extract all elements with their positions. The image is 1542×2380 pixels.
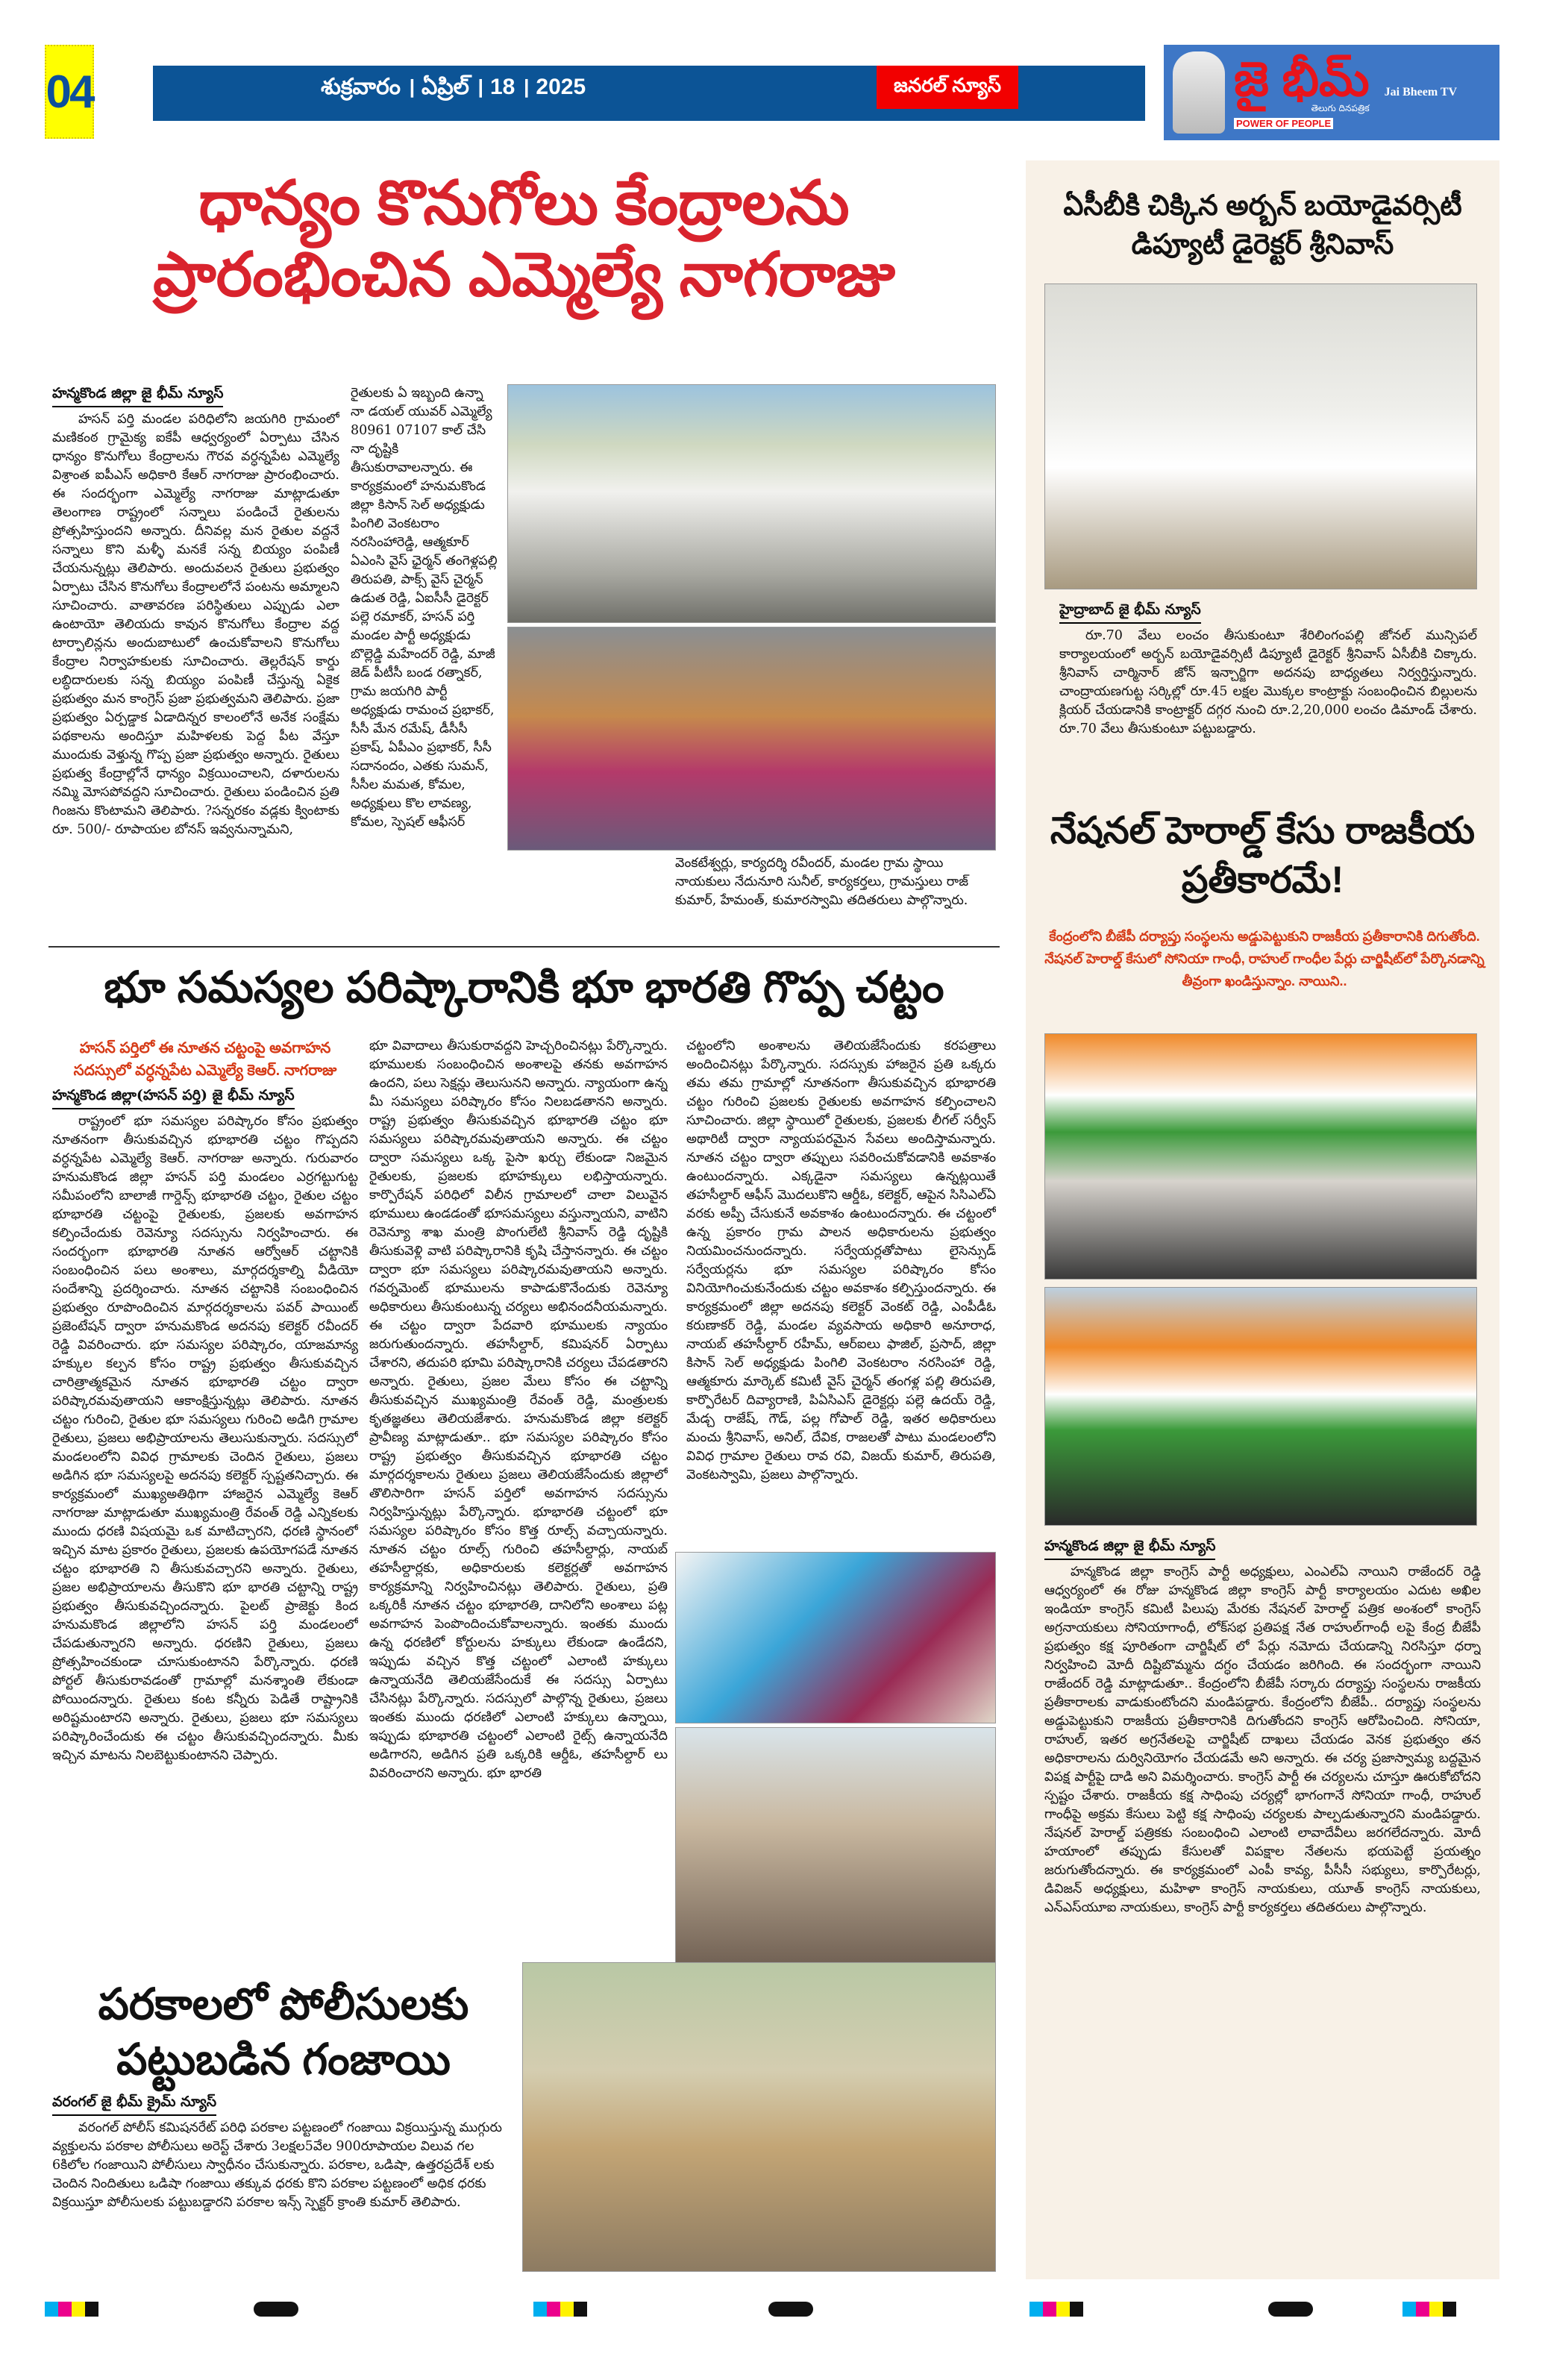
article3-body: వరంగల్ పోలీస్ కమిషనరేట్ పరిధి పరకాల పట్టణంలో గంజాయి విక్రయిస్తున్న ముగ్గురు వ్యక్తులను పరకాల పోలీసులు అరెస్ట్ చేశారు 3లక్షల5వేల 900రూపాయల విలువ గల 6కిలోల గంజాయిని పోలీసులు స్వాధీనం చేసుకున్నారు. పరకాల, ఒడిషా, ఉత్తరప్రదేశ్ లకు చెందిన నిందితులు ఒడిషా గంజాయి తక్కువ ధరకు కొని పరకాల పట్టణంలో అధిక ధరకు విక్రయిస్తూ పోలీసులకు పట్టుబడ్డారని పరకాల ఇన్స్ స్పెక్టర్ క్రాంతి కుమార్ తెలిపారు. bbox=[52, 2120, 502, 2210]
sidebar-story1-body: రూ.70 వేలు లంచం తీసుకుంటూ శేరిలింగంపల్లి జోనల్ మున్సిపల్ కార్యాలయంలో అర్బన్ బయోడైవర్సిటీ డిప్యూటీ డైరెక్టర్ శ్రీనివాస్ ఏసీబీకి చిక్కారు. శ్రీనివాస్ చార్మినార్ జోన్ ఇన్చార్జిగా అదనపు బాధ్యతలు నిర్వర్తిస్తున్నారు. చాంద్రాయణగుట్ట సర్కిల్లో రూ.45 లక్షల మొక్కల కాంట్రాక్టు సంబంధించిన బిల్లులను క్లియర్ చేయడానికి కాంట్రాక్టర్ దగ్గర నుంచి రూ.2,20,000 లంచం డిమాండ్ చేశారు. రూ.70 వేలు తీసుకుంటూ పట్టుబడ్డారు. bbox=[1059, 628, 1477, 736]
sidebar-story2-photo-dharna bbox=[1044, 1287, 1477, 1526]
article1-headline: ధాన్యం కొనుగోలు కేంద్రాలను ప్రారంభించిన ఎమ్మెల్యే నాగరాజు bbox=[153, 169, 895, 309]
article1-col1 bbox=[52, 384, 339, 929]
article1-caption: వెంకటేశ్వర్లు, కార్యదర్శి రవీందర్, మండల గ్రామ స్థాయి నాయకులు నేదునూరి సునీల్, కార్యకర్తలు, గ్రామస్తులు రాజ్ కుమార్, హేమంత్, కుమారస్వామి తదితరులు పాల్గొన్నారు. bbox=[675, 856, 968, 908]
section-label: జనరల్ న్యూస్ bbox=[877, 66, 1018, 109]
sidebar-story2-headline: నేషనల్ హెరాల్డ్ కేసు రాజకీయ ప్రతీకారమే! bbox=[1050, 809, 1476, 901]
article2-subhead: హసన్ పర్తిలో ఈ నూతన చట్టంపై అవగాహన సదస్సులో వర్ధన్నపేట ఎమ్మెల్యే కెఆర్. నాగరాజు bbox=[73, 1040, 337, 1079]
color-registration-bar bbox=[533, 2302, 587, 2317]
sidebar-story2-subhead-1: కేంద్రంలోని బీజేపీ దర్యాప్తు సంస్థలను అడ్డుపెట్టుకుని రాజకీయ ప్రతీకారానికి దిగుతోంది. bbox=[1049, 929, 1480, 944]
article3-col bbox=[52, 2093, 515, 2272]
color-registration-bar bbox=[1029, 2302, 1083, 2317]
article2-headline: భూ సమస్యల పరిష్కారానికి భూ భారతి గొప్ప చట్టం bbox=[104, 963, 944, 1012]
divider bbox=[48, 946, 1000, 948]
logo-name: జై భీమ్ bbox=[1234, 52, 1370, 106]
article2-photo-audience bbox=[675, 1727, 996, 1970]
article3-byline: వరంగల్ జై భీమ్ క్రైమ్ న్యూస్ bbox=[52, 2093, 216, 2116]
issue-date: శుక్రవారం । ఏప్రిల్ । 18 । 2025 bbox=[321, 75, 586, 99]
registration-mark bbox=[1268, 2302, 1313, 2317]
article3-headline: పరకాలలో పోలీసులకు పట్టుబడిన గంజాయి bbox=[98, 1980, 469, 2084]
article1-col2: రైతులకు ఏ ఇబ్బంది ఉన్నా నా డయల్ యువర్ ఎమ్మెల్యే 80961 07107 కాల్ చేసి నా దృష్టికి తీసుకురావాలన్నారు. ఈ కార్యక్రమంలో హనుమకొండ జిల్లా కిసాన్ సెల్ అధ్యక్షుడు పింగిలి వెంకటరాం నరసింహారెడ్డి, ఆత్మకూర్ ఏఎంసి వైస్ ఛైర్మన్ తంగెళ్లపల్లి తిరుపతి, పాక్స్ వైస్ చైర్మన్ ఉడుత రెడ్డి, ఏఐసీసీ డైరెక్టర్ పల్లె రమాకర్, హసన్ పర్తి మండల పార్టీ అధ్యక్షుడు బొల్లెడ్డి మహేందర్ రెడ్డి, మాజీ జెడ్ పీటీసీ బండ రత్నాకర్, గ్రామ జయగిరి పార్టీ అధ్యక్షుడు రామంచ ప్రభాకర్, సీసీ మేన రమేష్, డీసీసీ ప్రకాష్, ఏపీఎం ప్రభాకర్, సీసీ సదానందం, ఎతకు సుమన్, సీసీల మమత, కోమల, అధ్యక్షులు కొల లావణ్య, కోమల, స్పెషల్ ఆఫీసర్ bbox=[351, 386, 498, 830]
sidebar-story2-byline: హన్మకొండ జిల్లా జై భీమ్ న్యూస్ bbox=[1044, 1537, 1215, 1560]
ambedkar-portrait bbox=[1173, 51, 1225, 134]
article1-photo-group bbox=[507, 627, 996, 851]
color-registration-bar bbox=[45, 2302, 98, 2317]
article3-photo-police-seizure bbox=[522, 1962, 996, 2272]
sidebar-story1-byline: హైద్రాబాద్ జై భీమ్ న్యూస్ bbox=[1059, 601, 1201, 624]
sidebar-story2-body: హన్మకొండ జిల్లా కాంగ్రెస్ పార్టీ అధ్యక్షులు, ఎంఎల్ఏ నాయిని రాజేందర్ రెడ్డి ఆధ్వర్యంలో ఈ రోజు హన్మకొండ జిల్లా కాంగ్రెస్ పార్టీ కార్యాలయం ఎదుట అఖిల ఇండియా కాంగ్రెస్ కమిటీ పిలుపు మేరకు నేషనల్ హెరాల్డ్ పత్రిక అంశంలో కాంగ్రెస్ అగ్రనాయకులు సోనియాగాంధీ, లోక్‌సభ ప్రతిపక్ష నేత రాహుల్‌గాంధీ లపై కేంద్ర బీజేపీ ప్రభుత్వం కక్ష పూరితంగా చార్జిషీట్ లో పేర్లు నమోదు చేయడాన్ని నిరసిస్తూ ధర్నా నిర్వహించి మోదీ దిష్టిబొమ్మను దగ్ధం చేయడం జరిగింది. ఈ సందర్భంగా నాయిని రాజేందర్ రెడ్డి మాట్లాడుతూ.. కేంద్రంలోని బీజేపీ సర్కారు దర్యాప్తు సంస్థలను రాజకీయ ప్రతీకారాలకు వాడుకుంటోందని మండిపడ్డారు. కేంద్రంలోని బీజేపీ.. దర్యాప్తు సంస్థలను అడ్డుపెట్టుకుని రాజకీయ ప్రతీకారానికి దిగుతోందని కాంగ్రెస్ ఆరోపించింది. సోనియా, రాహుల్, ఇతర అగ్రనేతలపై చార్జిషీట్ దాఖలు చేయడం వెనక ప్రభుత్వం తన అధికారాలను దుర్వినియోగం చేయడమే అని అన్నారు. ఈ చర్య ప్రజాస్వామ్య బద్దమైన విపక్ష పార్టీపై దాడి అని విమర్శించారు. కాంగ్రెస్ పార్టీ ఈ చర్యలను చూస్తూ ఊరుకోబోదని స్పష్టం చేశారు. రాజకీయ కక్ష సాధింపు చర్యల్లో భాగంగానే సోనియా గాంధీ, రాహుల్ గాంధీపై అక్రమ కేసులు పెట్టి కక్ష సాధింపు చర్యలకు పాల్పడుతున్నారని మండిపడ్డారు. నేషనల్ హెరాల్డ్ పత్రికకు సంబంధించి ఎలాంటి లావాదేవీలు జరగలేదన్నారు. మోదీ హయాంలో తప్పుడు కేసులతో విపక్షాల నేతలను భయపెట్టే ప్రయత్నం జరుగుతోందన్నారు. ఈ కార్యక్రమంలో ఎంపీ కావ్య, పీసీసీ సభ్యులు, కార్పొరేటర్లు, డివిజన్ అధ్యక్షులు, మహిళా కాంగ్రెస్ నాయకులు, యూత్ కాంగ్రెస్ నాయకులు, ఎన్ఎస్‌యూఐ నాయకులు, కాంగ్రెస్ పార్టీ కార్యకర్తలు తదితరులు పాల్గొన్నారు. bbox=[1044, 1565, 1481, 1915]
article2-byline: హన్మకొండ జిల్లా(హసన్ పర్తి) జై భీమ్ న్యూస్ bbox=[52, 1086, 295, 1109]
article2-col1 bbox=[52, 1037, 358, 1970]
page-number: 04 bbox=[45, 45, 94, 139]
logo-slogan: POWER OF PEOPLE bbox=[1234, 118, 1333, 129]
tv-logo: Jai Bheem TV bbox=[1384, 86, 1458, 98]
sidebar-story2-subhead-2: నేషనల్ హెరాల్డ్ కేసులో సోనియా గాంధీ, రాహుల్ గాంధీల పేర్లు చార్జిషీట్‌లో పేర్కొనడాన్ని తీవ్రంగా ఖండిస్తున్నాం. నాయిని.. bbox=[1044, 951, 1485, 989]
article1-byline: హన్మకొండ జిల్లా జై భీమ్ న్యూస్ bbox=[52, 384, 223, 407]
sidebar-story1-photo bbox=[1044, 284, 1477, 589]
sidebar-story2-photo-protest bbox=[1044, 1033, 1477, 1280]
article2-body-1: రాష్ట్రంలో భూ సమస్యల పరిష్కారం కోసం ప్రభుత్వం నూతనంగా తీసుకువచ్చిన భూభారతి చట్టం గొప్పదని వర్ధన్నపేట ఎమ్మెల్యే కెఆర్. నాగరాజు అన్నారు. గురువారం హనుమకొండ జిల్లా హసన్ పర్తి మండలం ఎర్రగట్టుగుట్ట సమీపంలోని బాలాజీ గార్డెన్స్ భూభారతి చట్టం, రైతుల చట్టం భూభారతి చట్టంపై రైతులకు, ప్రజలకు అవగాహన కల్పించేందుకు రెవెన్యూ సదస్సును నిర్వహించారు. ఈ సందర్భంగా భూభారతి నూతన ఆర్వోఆర్ చట్టానికి సంబంధించిన పలు అంశాలు, మార్గదర్శకాల్ని వీడియో సందేశాన్ని ప్రదర్శించారు. నూతన చట్టానికి సంబంధించిన ప్రభుత్వం రూపొందించిన మార్గదర్శకాలను పవర్ పాయింట్ ప్రజెంటేషన్ ద్వారా హనుమకొండ అదనపు కలెక్టర్ రవీందర్ రెడ్డి వివరించారు. భూ సమస్యల పరిష్కారం, యాజమాన్య హక్కుల కల్పన కోసం రాష్ట్ర ప్రభుత్వం తీసుకువచ్చిన చారిత్రాత్మకమైన నూతన భూభారతి చట్టం ద్వారా పరిష్కారమవుతాయని ఆకాంక్షిస్తున్నట్లు తెలిపారు. నూతన చట్టం గురించి, రైతుల భూ సమస్యలు గురించి అడిగి గ్రామాల రైతులు, ప్రజలు అభిప్రాయాలను తెలుసుకున్నారు. సదస్సులో మండలంలోని వివిధ గ్రామాలకు చెందిన రైతులు, ప్రజలు అడిగిన భూ సమస్యలపై అదనపు కలెక్టర్ స్పష్టతనిచ్చారు. ఈ కార్యక్రమంలో ముఖ్యఅతిథిగా హాజరైన ఎమ్మెల్యే కెఆర్ నాగరాజు మాట్లాడుతూ ముఖ్యమంత్రి రేవంత్ రెడ్డి ఎన్నికలకు ముందు ధరణి విషయమై ఒక మాటిచ్చారని, ధరణి స్థానంలో ఇచ్చిన మాట ప్రకారం రైతులు, ప్రజలకు ఉపయోగపడే నూతన చట్టం భూభారతి ని తీసుకువచ్చారని అన్నారు. రైతులు, ప్రజల అభిప్రాయాలను తీసుకొని భూ భారతి చట్టాన్ని రాష్ట్ర ప్రభుత్వం తీసుకువచ్చిందన్నారు. పైలట్ ప్రాజెక్టు కింద హనుమకొండ జిల్లాలోని హసన్ పర్తి మండలంలో చేపడుతున్నారని అన్నారు. ధరణిని రైతులు, ప్రజలు ప్రోత్సహించకుండా చూసుకుంటానని పేర్కొన్నారు. ధరణి పోర్టల్ తీసుకురావడంతో గ్రామాల్లో మనశ్శాంతి లేకుండా పోయిందన్నారు. రైతులు కంట కన్నీరు పెడితే రాష్ట్రానికి అరిష్టమంటారని అన్నారు. రైతులు, ప్రజలు భూ సమస్యలు పరిష్కారించేందుకు ఈ చట్టం తీసుకువచ్చిందన్నారు. మీకు ఇచ్చిన మాటను నిలబెట్టుకుంటానని చెప్పారు. bbox=[52, 1114, 358, 1763]
sidebar-story1-text bbox=[1059, 601, 1477, 772]
sidebar-story1-headline: ఏసీబీకి చిక్కిన అర్బన్ బయోడైవర్సిటీ డిప్యూటీ డైరెక్టర్ శ్రీనివాస్ bbox=[1063, 190, 1462, 260]
article2-col2: భూ వివాదాలు తీసుకురావద్దని హెచ్చరించినట్లు పేర్కొన్నారు. భూములకు సంబంధించిన అంశాలపై తనకు అవగాహన ఉందని, పలు సెక్షన్లు తెలుసునని అన్నారు. న్యాయంగా ఉన్న మీ సమస్యలు పరిష్కారం కోసం నిలబడతానని అన్నారు. రాష్ట్ర ప్రభుత్వం తీసుకువచ్చిన భూభారతి చట్టం భూ సమస్యలు పరిష్కారమవుతాయని అన్నారు. ఈ చట్టం ద్వారా సమస్యలు ఒక్క పైసా ఖర్చు లేకుండా నిజమైన రైతులకు, ప్రజలకు భూహక్కులు లభిస్తాయన్నారు. కార్పొరేషన్ పరిధిలో విలీన గ్రామాలలో చాలా విలువైన భూములు ఉండడంతో భూసమస్యలు వస్తున్నాయని, వాటిని రెవెన్యూ శాఖ మంత్రి పొంగులేటి శ్రీనివాస్ రెడ్డి దృష్టికి తీసుకువెళ్లి వాటి పరిష్కారానికి కృషి చేస్తానన్నారు. ఈ చట్టం ద్వారా భూ సమస్యలు పరిష్కారమవుతాయని అన్నారు. గవర్నమెంట్ భూములను కాపాడుకొనేందుకు రెవెన్యూ అధికారులు తీసుకుంటున్న చర్యలు అభినందనీయమన్నారు. ఈ చట్టం ద్వారా పేదవారి భూములకు న్యాయం జరుగుతుందన్నారు. తహసీల్దార్, కమిషనర్ ఏర్పాటు చేశారని, తదుపరి భూమి పరిష్కారానికి చర్యలు చేపడతారని అన్నారు. రైతులు, ప్రజల మేలు కోసం ఈ చట్టాన్ని తీసుకువచ్చిన ముఖ్యమంత్రి రేవంత్ రెడ్డి, మంత్రులకు కృతజ్ఞతలు తెలియజేశారు. హనుమకొండ జిల్లా కలెక్టర్ ప్రావీణ్య మాట్లాడుతూ.. భూ సమస్యల పరిష్కారం కోసం రాష్ట్ర ప్రభుత్వం తీసుకువచ్చిన భూభారతి చట్టం మార్గదర్శకాలను రైతులు ప్రజలు తెలియజేసేందుకు జిల్లాలో తొలిసారిగా హసన్ పర్తిలో అవగాహన సదస్సును నిర్వహిస్తున్నట్లు పేర్కొన్నారు. భూభారతి చట్టంలో భూ సమస్యల పరిష్కారం కోసం కొత్త రూల్స్ వచ్చాయన్నారు. నూతన చట్టం రూల్స్ గురించి తహసీల్దార్లు, నాయబ్ తహసీల్దార్లకు, అధికారులకు కలెక్టర్లతో అవగాహన కార్యక్రమాన్ని నిర్వహించినట్లు తెలిపారు. రైతులు, ప్రతి ఒక్కరికీ నూతన చట్టం భూభారతి, దానిలోని అంశాలు పట్ల అవగాహన పెంపొందించుకోవాలన్నారు. ఇంతకు ముందు ఉన్న ధరణిలో కోర్టులను హక్కులు లేకుండా ఉండేదని, ఇప్పుడు వచ్చిన కొత్త చట్టంలో ఎలాంటి హక్కులు ఉన్నాయనేది తెలియజేసేందుకే ఈ సదస్సు ఏర్పాటు చేసినట్లు పేర్కొన్నారు. సదస్సులో పాల్గొన్న రైతులు, ప్రజలు ఇంతకు ముందు ధరణిలో ఎలాంటి హక్కులు ఉన్నాయి, ఇప్పుడు భూభారతి చట్టంలో ఎలాంటి రైట్స్ ఉన్నాయనేది అడిగారని, అడిగిన ప్రతి ఒక్కరికి ఆర్డీఓ, తహసీల్దార్ లు వివరించారని అన్నారు. భూ భారతి bbox=[369, 1039, 668, 1781]
article1-body-1: హసన్ పర్తి మండల పరిధిలోని జయగిరి గ్రామంలో మణికంఠ గ్రామైక్య ఐకేపీ ఆధ్వర్యంలో ఏర్పాటు చేసిన ధాన్యం కొనుగోలు కేంద్రాలను గౌరవ వర్ధన్నపేట ఎమ్మెల్యే విశ్రాంత ఐపీఎస్ అధికారి కేఆర్ నాగరాజు ప్రారంభించారు. ఈ సందర్భంగా ఎమ్మెల్యే నాగరాజు మాట్లాడుతూ తెలంగాణ రాష్ట్రంలో సన్నాలు పండించే రైతులను ప్రోత్సహిస్తుందని అన్నారు. దీనివల్ల మన రైతుల వద్దనే సన్నాలు కొని మళ్ళీ మనకే సన్న బియ్యం పంపిణీ చేయనున్నట్లు తెలిపారు. అందువలన రైతులు ప్రభుత్వం ఏర్పాటు చేసిన కొనుగోలు కేంద్రాలలోనే పంటను అమ్మాలని సూచించారు. వాతావరణ పరిస్థితులు ఎప్పుడు ఎలా ఉంటాయో తెలియదు కావున కొనుగోలు కేంద్రాల వద్ద టార్పాలిన్లను అందుబాటులో ఉంచుకోవాలని కొనుగోలు కేంద్రాల నిర్వాహకులకు సూచించారు. తెల్లరేషన్ కార్డు లబ్ధిదారులకు సన్న బియ్యం పంపిణీ చేస్తున్న ఏకైక ప్రభుత్వం మన కాంగ్రెస్ ప్రజా ప్రభుత్వమని తెలిపారు. ప్రజా ప్రభుత్వం ఏర్పడ్డాక ఏడాదిన్నర కాలంలోనే అనేక సంక్షేమ పథకాలను అందిస్తూ మహిళలకు పెద్ద పీట వేస్తూ ముందుకు వెళ్తున్న గొప్ప ప్రజా ప్రభుత్వం అన్నారు. రైతులు ప్రభుత్వ కేంద్రాల్లోనే ధాన్యం విక్రయించాలని, దళారులను నమ్మి మోసపోవద్దని సూచించారు. రైతులు పండించిన ప్రతి గింజను కొంటామని తెలిపారు. ?సన్నరకం వడ్లకు క్వింటాకు రూ. 500/- రూపాయల బోనస్ ఇవ్వనున్నామని, bbox=[52, 412, 339, 837]
color-registration-bar bbox=[1402, 2302, 1456, 2317]
registration-mark bbox=[768, 2302, 813, 2317]
article1-photo-inauguration bbox=[507, 384, 996, 623]
sidebar-story2-text bbox=[1044, 1537, 1481, 2272]
logo-tagline: తెలుగు దినపత్రిక bbox=[1311, 103, 1370, 113]
registration-mark bbox=[254, 2302, 298, 2317]
article2-col3: చట్టంలోని అంశాలను తెలియజేసేందుకు కరపత్రాలు అందించినట్లు పేర్కొన్నారు. సదస్సుకు హాజరైన ప్రతి ఒక్కరు తమ తమ గ్రామాల్లో నూతనంగా తీసుకువచ్చిన భూభారతి చట్టం గురించి ప్రజలకు రైతులకు అవగాహన కల్పించాలని సూచించారు. జిల్లా స్థాయిలో రైతులకు, ప్రజలకు లీగల్ సర్వీస్ అథారిటీ ద్వారా న్యాయపరమైన సేవలు అందిస్తామన్నారు. నూతన చట్టం ద్వారా తప్పులు సవరించుకోవడానికి అవకాశం ఉంటుందన్నారు. ఎక్కడైనా సమస్యలు ఉన్నట్లయితే తహసీల్దార్ ఆఫీస్ మొదలుకొని ఆర్డీఓ, కలెక్టర్, ఆపైన సిసిఎల్ఏ వరకు అప్పీ చేసుకునే అవకాశం ఉంటుందన్నారు. ఈ చట్టంలో ఉన్న ప్రకారం గ్రామ పాలన అధికారులను ప్రభుత్వం నియమించనుందన్నారు. సర్వేయర్లతోపాటు లైసెన్సుడ్ సర్వేయర్లను భూ సమస్యల పరిష్కారం కోసం వినియోగించుకునేందుకు చట్టం అవకాశం కల్పిస్తుందన్నారు. ఈ కార్యక్రమంలో జిల్లా అదనపు కలెక్టర్ వెంకట్ రెడ్డి, ఎంపీడీఓ కరుణాకర్ రెడ్డి, మండల వ్యవసాయ అధికారి అనూరాధ, నాయబ్ తహసీల్దార్ రహీమ్, ఆర్ఐలు ఫాజిల్, ప్రసాద్, జిల్లా కిసాన్ సెల్ అధ్యక్షుడు పింగిలి వెంకటరాం నరసింహా రెడ్డి, ఆత్మకూరు మార్కెట్ కమిటీ వైస్ చైర్మన్ తంగళ్ల పల్లి తిరుపతి, కార్పొరేటర్ దివ్యారాణి, పిఏసిఎస్ డైరెక్టర్లు పల్లె ఉదయ్ రెడ్డి, మేడ్చ రాజేష్, గౌడ్, పల్ల గోపాల్ రెడ్డి, ఇతర అధికారులు మంచు శ్రీనివాస్, అనిల్, దేవిక, రాజలతో పాటు మండలంలోని వివిధ గ్రామాల రైతులు రావ రవి, విజయ్ కుమార్, తిరుపతి, వెంకటస్వామి, ప్రజలు పాల్గొన్నారు. bbox=[686, 1039, 996, 1482]
masthead-logo bbox=[1164, 45, 1499, 140]
article2-photo-stage bbox=[675, 1552, 996, 1723]
sidebar-story2-subhead bbox=[1044, 925, 1485, 992]
